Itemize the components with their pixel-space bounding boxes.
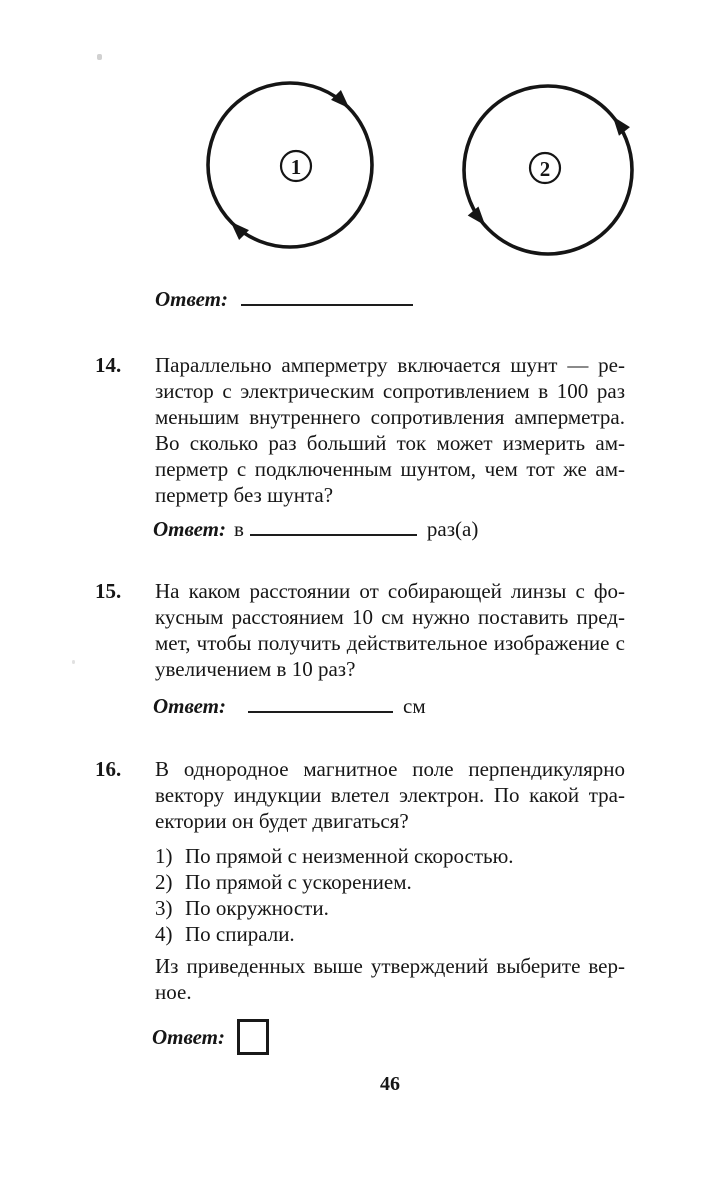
page-number: 46 — [380, 1073, 400, 1095]
text-line: кусным расстоянием 10 см нужно поставить пред- — [155, 605, 625, 629]
option-text: По окружности. — [185, 896, 329, 920]
option-1 — [155, 843, 625, 869]
answer-label: Ответ: — [152, 1024, 225, 1049]
option-3 — [155, 895, 625, 921]
scan-speck — [72, 660, 75, 664]
text-line: перметр без шунта? — [155, 483, 334, 507]
question-16-closing-text — [155, 953, 625, 1005]
text-line: ектории он будет двигаться? — [155, 809, 409, 833]
text-line: вектору индукции влетел электрон. По какой тра- — [155, 783, 625, 807]
circle-2-label: 2 — [539, 157, 551, 181]
text-line: перметр с подключенным шунтом, чем тот же ам- — [155, 457, 625, 481]
text-line: На каком расстоянии от собирающей линзы с фо- — [155, 579, 625, 603]
answer-suffix: раз(а) — [426, 517, 479, 541]
answer-box — [237, 1019, 269, 1055]
text-line: В однородное магнитное поле перпендикулярно — [155, 757, 625, 781]
answer-label: Ответ: — [153, 694, 226, 718]
question-16-options — [155, 843, 625, 947]
question-16-text — [155, 756, 625, 834]
answer-label: Ответ: — [153, 517, 226, 541]
figure-answer-line — [155, 286, 413, 312]
question-15-text — [155, 578, 625, 682]
text-line: меньшим внутреннего сопротивления амперметра. — [155, 405, 625, 429]
question-15-number: 15. — [95, 579, 122, 603]
answer-blank — [250, 517, 417, 536]
text-line: ное. — [155, 980, 192, 1004]
text-line: мет, чтобы получить действительное изображение с — [155, 631, 625, 655]
current-loops-figure — [0, 0, 720, 300]
circle-1-label: 1 — [290, 155, 302, 179]
answer-label: Ответ: — [155, 287, 228, 311]
question-14-text — [155, 352, 625, 508]
option-marker: 4) — [155, 922, 173, 946]
circle-2-counterclockwise — [464, 86, 632, 254]
question-14-answer-line — [153, 516, 478, 542]
option-text: По прямой с ускорением. — [185, 870, 412, 894]
question-16-number: 16. — [95, 757, 122, 781]
answer-blank — [248, 694, 393, 713]
answer-blank — [241, 287, 413, 306]
option-marker: 1) — [155, 844, 173, 868]
text-line: Параллельно амперметру включается шунт — ре- — [155, 353, 625, 377]
text-line: зистор с электрическим сопротивлением в 100 раз — [155, 379, 625, 403]
answer-suffix: см — [403, 694, 426, 718]
option-marker: 2) — [155, 870, 173, 894]
question-16-answer-line — [152, 1019, 269, 1055]
option-2 — [155, 869, 625, 895]
question-15-answer-line — [153, 693, 426, 719]
text-line: увеличением в 10 раз? — [155, 657, 356, 681]
answer-prefix: в — [234, 517, 244, 541]
text-line: Из приведенных выше утверждений выберите вер- — [155, 954, 625, 978]
option-marker: 3) — [155, 896, 173, 920]
circle-1-clockwise — [208, 83, 372, 247]
option-text: По спирали. — [185, 922, 295, 946]
question-14-number: 14. — [95, 353, 122, 377]
option-text: По прямой с неизменной скоростью. — [185, 844, 514, 868]
option-4 — [155, 921, 625, 947]
text-line: Во сколько раз больший ток может измерить ам- — [155, 431, 625, 455]
